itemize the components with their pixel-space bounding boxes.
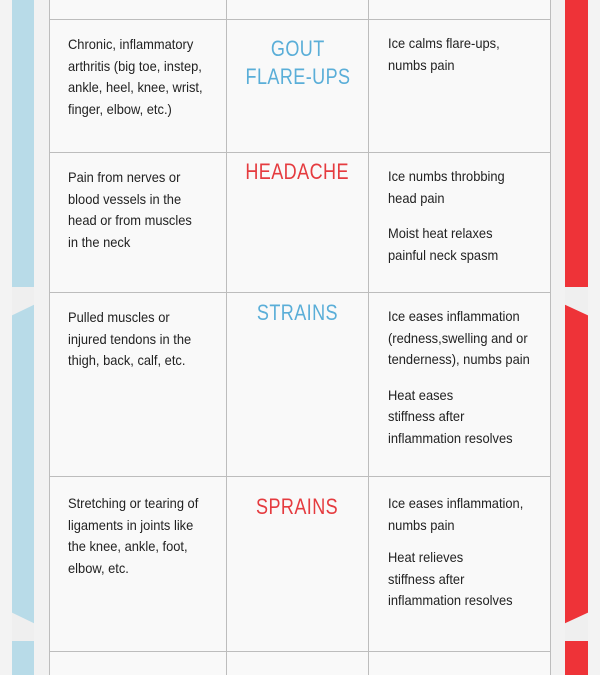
treatment-line: tenderness), numbs pain	[388, 351, 530, 367]
condition-name: HEADACHE	[245, 159, 350, 184]
condition-cell	[227, 477, 369, 651]
description-line: finger, elbow, etc.)	[68, 100, 172, 117]
treatment-line: Heat eases	[388, 386, 454, 403]
description-line: elbow, etc.	[68, 559, 129, 576]
description-line: injured tendons in the	[68, 330, 192, 347]
condition-cell	[227, 293, 369, 476]
treatment-line: numbs pain	[388, 516, 455, 533]
treatment-line: Moist heat relaxes	[388, 225, 493, 241]
condition-name: GOUT	[270, 36, 325, 61]
table-row-partial-bottom	[50, 651, 550, 675]
treatment-line: inflammation resolves	[388, 592, 513, 608]
table-row-partial-top	[50, 0, 550, 19]
treatment-line: head pain	[388, 189, 445, 206]
description-line: ankle, heel, knee, wrist,	[68, 79, 203, 95]
description-cell	[50, 293, 227, 476]
treatment-line: Ice numbs throbbing	[388, 168, 505, 184]
treatment-line: stiffness after	[388, 570, 465, 587]
description-line: ligaments in joints like	[68, 516, 194, 533]
condition-name: STRAINS	[256, 300, 339, 325]
treatment-line: stiffness after	[388, 408, 465, 424]
table-row	[50, 19, 550, 152]
description-line: the knee, ankle, foot,	[68, 538, 188, 554]
treatment-line: painful neck spasm	[388, 246, 499, 263]
condition-name: FLARE-UPS	[245, 64, 350, 89]
condition-cell	[227, 153, 369, 292]
treatment-line: inflammation resolves	[388, 429, 513, 446]
description-cell	[50, 477, 227, 651]
right-inner-margin	[550, 0, 565, 675]
treatment-table	[49, 0, 551, 675]
description-line: Pulled muscles or	[68, 309, 170, 325]
treatment-cell	[369, 153, 550, 292]
left-inner-margin	[34, 0, 49, 675]
treatment-cell	[369, 477, 550, 651]
description-cell	[50, 153, 227, 292]
treatment-cell	[369, 293, 550, 476]
left-outer-margin	[0, 0, 12, 675]
table-row	[50, 152, 550, 292]
treatment-cell	[369, 20, 550, 152]
condition-name: SPRAINS	[256, 494, 339, 519]
description-line: head or from muscles	[68, 212, 192, 228]
table-row	[50, 292, 550, 476]
description-line: Stretching or tearing of	[68, 495, 199, 511]
right-outer-margin	[588, 0, 600, 675]
treatment-line: Ice eases inflammation	[388, 308, 520, 324]
treatment-line: numbs pain	[388, 56, 455, 73]
treatment-line: Heat relieves	[388, 549, 464, 565]
treatment-line: Ice eases inflammation,	[388, 495, 524, 511]
treatment-line: Ice calms flare-ups,	[388, 35, 500, 51]
condition-cell	[227, 20, 369, 152]
treatment-line: (redness,swelling and or	[388, 329, 528, 346]
description-cell	[50, 20, 227, 152]
description-line: thigh, back, calf, etc.	[68, 352, 186, 368]
description-line: Chronic, inflammatory	[68, 36, 194, 52]
description-line: blood vessels in the	[68, 190, 182, 207]
description-line: in the neck	[68, 233, 131, 250]
left-blue-band	[12, 0, 34, 675]
table-row	[50, 476, 550, 651]
description-line: Pain from nerves or	[68, 169, 181, 185]
right-red-band	[565, 0, 588, 675]
description-line: arthritis (big toe, instep,	[68, 57, 202, 74]
